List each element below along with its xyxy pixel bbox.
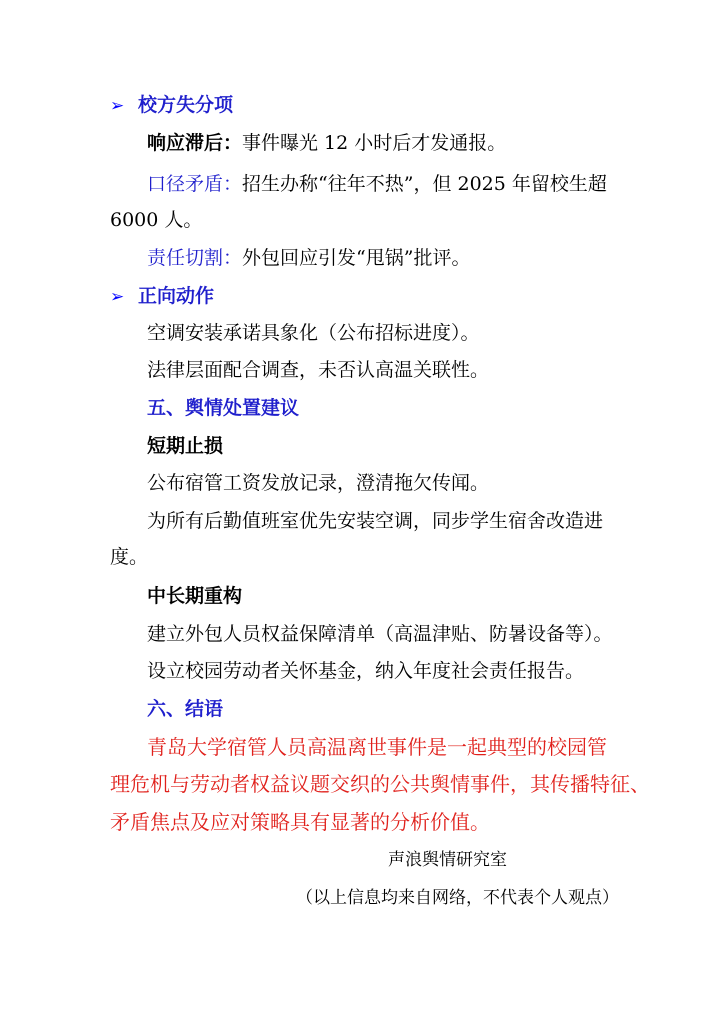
conclusion-line: 理危机与劳动者权益议题交织的公共舆情事件，其传播特征、 — [110, 772, 650, 796]
arrow-bullet-icon: ➢ — [110, 287, 125, 307]
section-title: 正向动作 — [138, 285, 215, 307]
paragraph-contradiction-continued — [110, 206, 202, 234]
signature: 声浪舆情研究室 — [388, 850, 507, 870]
heading-section-6: 六、结语 — [147, 698, 224, 720]
item-label: 责任切割： — [147, 247, 243, 269]
paragraph: 设立校园劳动者关怀基金，纳入年度社会责任报告。 — [147, 660, 585, 682]
section-heading-positive-actions — [110, 282, 214, 311]
paragraph: 法律层面配合调查，未否认高温关联性。 — [147, 359, 490, 381]
item-text: 外包回应引发“甩锅”批评。 — [242, 247, 471, 269]
paragraph: 空调安装承诺具象化（公布招标进度）。 — [147, 322, 480, 344]
subheading-long-term: 中长期重构 — [147, 585, 243, 607]
item-text-continued: 6000 人。 — [110, 209, 203, 231]
paragraph-continued: 度。 — [110, 546, 149, 568]
paragraph: 公布宿管工资发放记录，澄清拖欠传闻。 — [147, 472, 490, 494]
item-text: 事件曝光 12 小时后才发通报。 — [242, 132, 507, 154]
disclaimer-note: （以上信息均来自网络，不代表个人观点） — [296, 888, 619, 908]
section-title: 校方失分项 — [138, 94, 234, 116]
paragraph-contradiction — [147, 170, 607, 198]
arrow-bullet-icon: ➢ — [110, 96, 125, 116]
paragraph-response-delay — [147, 129, 506, 157]
paragraph: 建立外包人员权益保障清单（高温津贴、防暑设备等）。 — [147, 623, 613, 645]
section-heading-school-deductions — [110, 91, 233, 120]
paragraph: 为所有后勤值班室优先安装空调，同步学生宿舍改造进 — [147, 510, 604, 532]
heading-section-5: 五、舆情处置建议 — [147, 397, 300, 419]
paragraph-responsibility — [147, 244, 470, 272]
conclusion-line: 矛盾焦点及应对策略具有显著的分析价值。 — [110, 810, 490, 834]
conclusion-line: 青岛大学宿管人员高温离世事件是一起典型的校园管 — [147, 735, 607, 759]
item-text: 招生办称“往年不热”，但 2025 年留校生超 — [242, 173, 607, 195]
item-label: 口径矛盾： — [147, 173, 243, 195]
subheading-short-term: 短期止损 — [147, 435, 224, 457]
item-label: 响应滞后： — [147, 132, 243, 154]
